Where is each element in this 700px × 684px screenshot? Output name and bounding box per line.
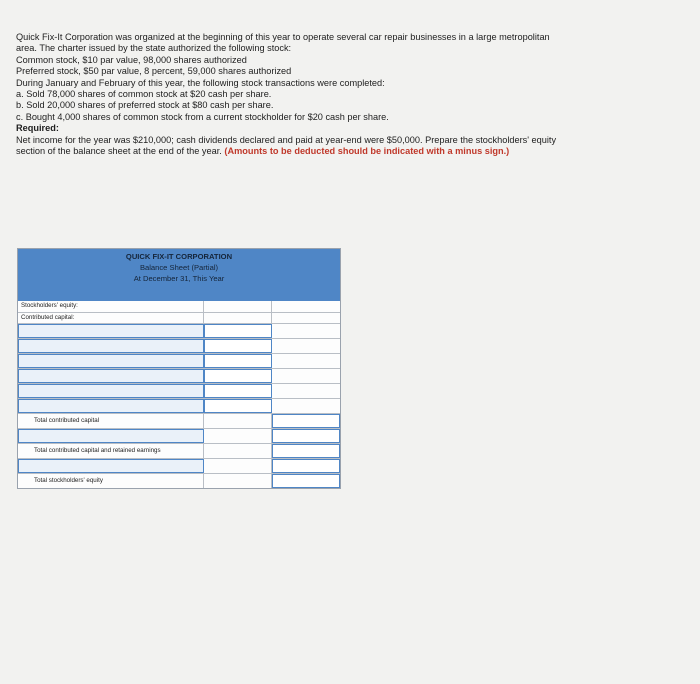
total-contributed-retained-input[interactable]	[272, 444, 340, 458]
table-row	[18, 324, 340, 339]
empty-cell	[272, 301, 340, 312]
account-name-input[interactable]	[18, 384, 204, 398]
empty-cell	[272, 384, 340, 398]
required-section	[16, 123, 676, 157]
balance-sheet-rows	[18, 301, 340, 488]
empty-cell	[272, 399, 340, 413]
empty-cell	[272, 339, 340, 353]
required-line-1: Net income for the year was $210,000; cash dividends declared and paid at year-end were $50,000. Prepare the stockholders' equity	[16, 134, 557, 145]
preferred-stock-line: Preferred stock, $50 par value, 8 percent, 59,000 shares authorized	[16, 66, 292, 77]
empty-cell	[272, 324, 340, 338]
empty-cell	[204, 429, 272, 443]
amount-input[interactable]	[204, 339, 272, 353]
account-name-input[interactable]	[18, 324, 204, 338]
table-row	[18, 301, 340, 313]
transaction-b: b. Sold 20,000 shares of preferred stock at $80 cash per share.	[16, 100, 274, 111]
empty-cell	[204, 474, 272, 488]
transactions-list	[16, 89, 676, 123]
table-row	[18, 459, 340, 474]
during-text: During January and February of this year, the following stock transactions were completed:	[16, 77, 385, 88]
table-row	[18, 399, 340, 414]
table-row	[18, 414, 340, 429]
common-stock-line: Common stock, $10 par value, 98,000 shares authorized	[16, 54, 247, 65]
account-name-input[interactable]	[18, 369, 204, 383]
intro-line-1: Quick Fix-It Corporation was organized at the beginning of this year to operate several car repair businesses in a large metropolitan	[16, 32, 550, 42]
authorized-stock	[16, 55, 676, 78]
contributed-heading: Contributed capital:	[18, 313, 204, 324]
required-label: Required:	[16, 123, 59, 134]
statement-date: At December 31, This Year	[133, 274, 225, 283]
intro-text	[16, 32, 676, 55]
empty-cell	[272, 369, 340, 383]
account-name-input[interactable]	[18, 354, 204, 368]
transaction-a: a. Sold 78,000 shares of common stock at $20 cash per share.	[16, 89, 272, 100]
account-name-input[interactable]	[18, 459, 204, 473]
statement-title: Balance Sheet (Partial)	[139, 263, 219, 272]
balance-sheet-form	[17, 248, 341, 489]
required-line-2: section of the balance sheet at the end of the year.	[16, 146, 225, 157]
account-name-input[interactable]	[18, 339, 204, 353]
amount-input[interactable]	[272, 459, 340, 473]
table-row	[18, 339, 340, 354]
transaction-c: c. Bought 4,000 shares of common stock from a current stockholder for $20 cash per share.	[16, 111, 389, 122]
total-equity-label: Total stockholders' equity	[18, 474, 204, 488]
amount-input[interactable]	[204, 324, 272, 338]
amount-input[interactable]	[272, 429, 340, 443]
empty-cell	[204, 414, 272, 428]
amount-input[interactable]	[204, 399, 272, 413]
table-row	[18, 429, 340, 444]
empty-cell	[272, 313, 340, 324]
total-equity-input[interactable]	[272, 474, 340, 488]
table-row	[18, 444, 340, 459]
table-row	[18, 474, 340, 488]
empty-cell	[204, 444, 272, 458]
minus-sign-instruction: (Amounts to be deducted should be indicated with a minus sign.)	[224, 146, 510, 157]
table-row	[18, 384, 340, 399]
balance-sheet-header	[18, 249, 340, 301]
total-contributed-label: Total contributed capital	[18, 414, 204, 428]
empty-cell	[204, 459, 272, 473]
account-name-input[interactable]	[18, 399, 204, 413]
total-contributed-retained-label: Total contributed capital and retained earnings	[18, 444, 204, 458]
amount-input[interactable]	[204, 369, 272, 383]
empty-cell	[272, 354, 340, 368]
empty-cell	[204, 313, 272, 324]
total-contributed-input[interactable]	[272, 414, 340, 428]
empty-cell	[204, 301, 272, 312]
table-row	[18, 369, 340, 384]
account-name-input[interactable]	[18, 429, 204, 443]
amount-input[interactable]	[204, 354, 272, 368]
amount-input[interactable]	[204, 384, 272, 398]
intro-line-2: area. The charter issued by the state authorized the following stock:	[16, 43, 292, 54]
table-row	[18, 354, 340, 369]
table-row	[18, 313, 340, 325]
company-name: QUICK FIX-IT CORPORATION	[125, 252, 233, 261]
equity-heading: Stockholders' equity:	[18, 301, 204, 312]
problem-statement	[16, 32, 676, 157]
